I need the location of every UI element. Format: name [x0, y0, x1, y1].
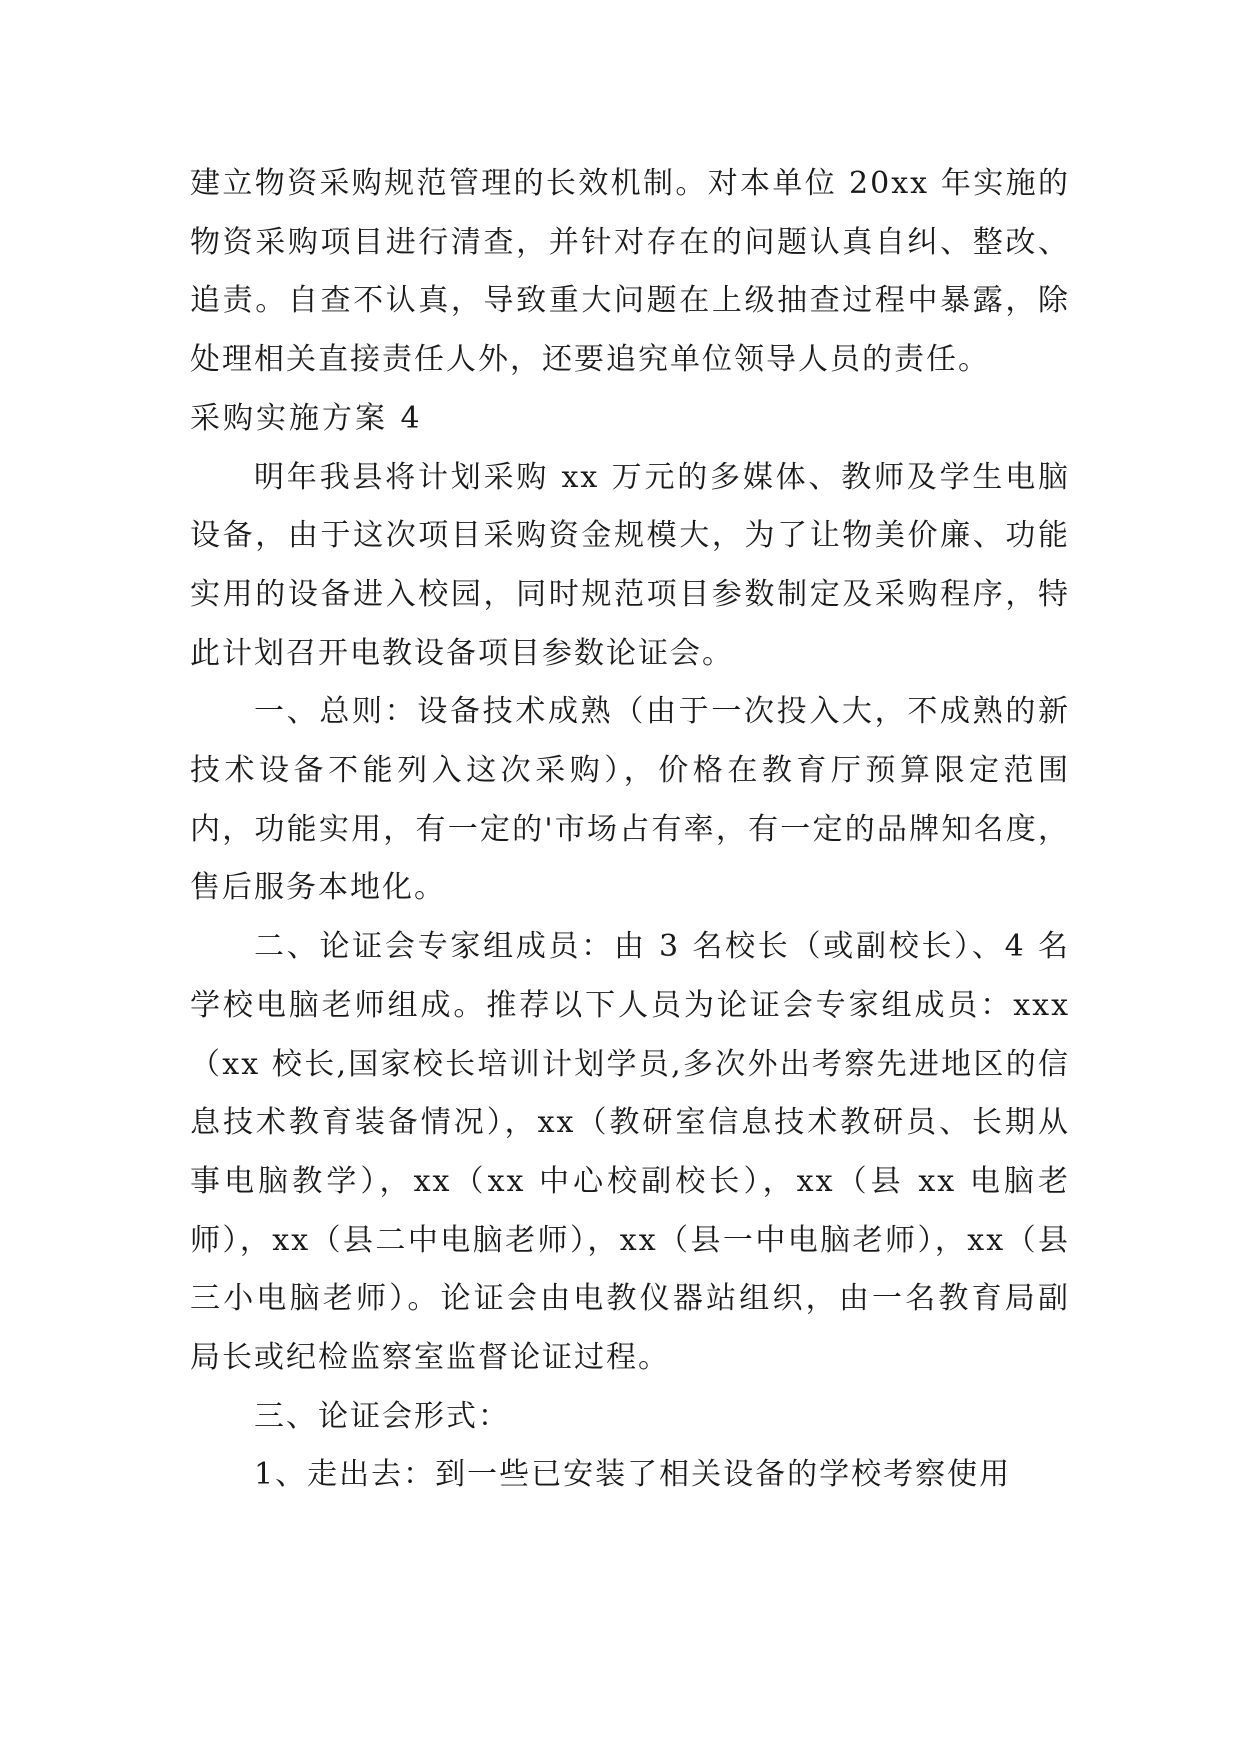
document-body: [190, 155, 1070, 1505]
paragraph-intro-continuation: 建立物资采购规范管理的长效机制。对本单位 20xx 年实施的物资采购项目进行清查，并针对存在的问题认真自纠、整改、追责。自查不认真，导致重大问题在上级抽查过程中暴露，除处理相关直接责任人外，还要追究单位领导人员的责任。: [190, 166, 1070, 378]
paragraph-expert-panel: 二、论证会专家组成员：由 3 名校长（或副校长）、4 名学校电脑老师组成。推荐以下人员为论证会专家组成员：xxx（xx 校长,国家校长培训计划学员,多次外出考察先进地区的信息技术教育装备情况），xx（教研室信息技术教研员、长期从事电脑教学），xx（xx 中心校副校长），xx（县 xx 电脑老师），xx（县二中电脑老师），xx（县一中电脑老师），xx（县三小电脑老师）。论证会由电教仪器站组织，由一名教育局副局长或纪检监察室监督论证过程。: [190, 929, 1070, 1376]
paragraph-general-principles: 一、总则：设备技术成熟（由于一次投入大，不成熟的新技术设备不能列入这次采购），价格在教育厅预算限定范围内，功能实用，有一定的'市场占有率，有一定的品牌知名度，售后服务本地化。: [190, 694, 1070, 906]
paragraph-overview: 明年我县将计划采购 xx 万元的多媒体、教师及学生电脑设备，由于这次项目采购资金规模大，为了让物美价廉、功能实用的设备进入校园，同时规范项目参数制定及采购程序，特此计划召开电教设备项目参数论证会。: [190, 459, 1070, 671]
paragraph-meeting-format: 三、论证会形式：: [254, 1398, 510, 1434]
section-heading: 采购实施方案 4: [190, 400, 423, 436]
paragraph-item-go-out: 1、走出去：到一些已安装了相关设备的学校考察使用: [254, 1457, 1012, 1493]
